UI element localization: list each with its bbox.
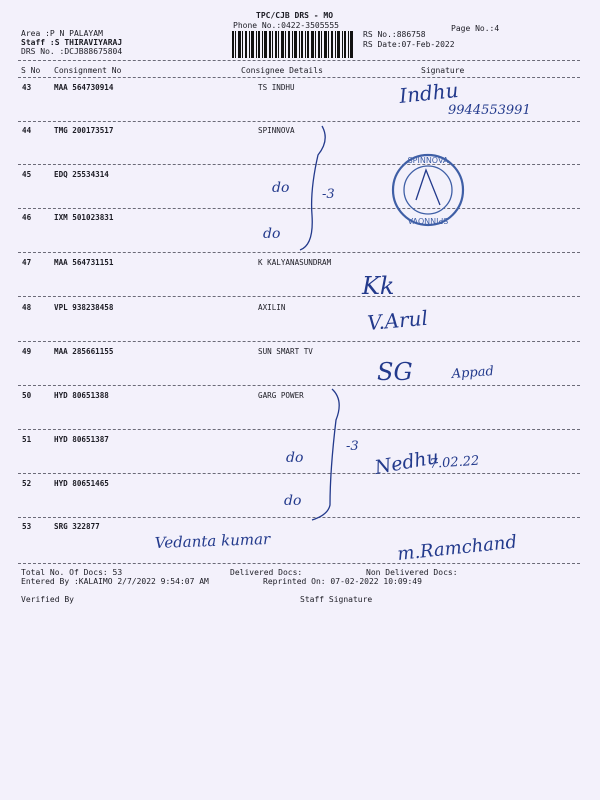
non-delivered-docs: Non Delivered Docs: bbox=[366, 568, 458, 577]
row-separator bbox=[18, 296, 580, 297]
row-49-consignee: SUN SMART TV bbox=[258, 347, 313, 356]
row-50-consignee: GARG POWER bbox=[258, 391, 304, 400]
row-separator bbox=[18, 208, 580, 209]
ditto-bracket-line bbox=[300, 126, 325, 250]
header-bottom-rule bbox=[18, 77, 580, 78]
row-51-consignment: HYD 80651387 bbox=[54, 435, 109, 444]
area-label: Area :P N PALAYAM bbox=[21, 29, 103, 38]
row-44-sno: 44 bbox=[22, 126, 32, 135]
stamp-text-top: SPINNOVA bbox=[407, 156, 449, 165]
drs-number: DRS No. :DCJB88675804 bbox=[21, 47, 123, 56]
row-46-sno: 46 bbox=[22, 213, 32, 222]
reprinted-on: Reprinted On: 07-02-2022 10:09:49 bbox=[263, 577, 422, 586]
row-50-sno: 50 bbox=[22, 391, 32, 400]
signature-47: Kk bbox=[362, 272, 395, 300]
row-separator bbox=[18, 473, 580, 474]
row-43-consignment: MAA 564730914 bbox=[54, 83, 114, 92]
signature-51-date: 7.02.22 bbox=[429, 453, 480, 472]
row-49-sno: 49 bbox=[22, 347, 32, 356]
rs-number: RS No.:886758 bbox=[363, 30, 426, 39]
col-header-sno: S No bbox=[21, 66, 41, 75]
entered-by: Entered By :KALAIMO 2/7/2022 9:54:07 AM bbox=[21, 577, 209, 586]
row-53-consignment: SRG 322877 bbox=[54, 522, 100, 531]
verified-by: Verified By bbox=[21, 595, 74, 604]
signature-49: SG bbox=[377, 358, 413, 386]
row-47-sno: 47 bbox=[22, 258, 32, 267]
row-separator bbox=[18, 517, 580, 518]
signature-51: Nedhu bbox=[373, 446, 441, 479]
row-48-sno: 48 bbox=[22, 303, 32, 312]
rs-date: RS Date:07-Feb-2022 bbox=[363, 40, 455, 49]
ditto-46: do bbox=[263, 226, 281, 242]
row-52-consignment: HYD 80651465 bbox=[54, 479, 109, 488]
row-separator bbox=[18, 252, 580, 253]
table-bottom-rule bbox=[18, 563, 580, 564]
row-47-consignee: K KALYANASUNDRAM bbox=[258, 258, 332, 267]
col-header-consignment: Consignment No bbox=[54, 66, 122, 75]
stamp-signature-stroke bbox=[416, 170, 440, 205]
staff-label: Staff :S THIRAVIYARAJ bbox=[21, 38, 123, 47]
row-separator bbox=[18, 429, 580, 430]
ditto-51-mark: -3 bbox=[346, 439, 359, 454]
signature-49-note: Appad bbox=[451, 364, 495, 382]
stamp-text-bottom: SPINNOVA bbox=[407, 216, 449, 225]
row-49-consignment: MAA 285661155 bbox=[54, 347, 114, 356]
phone-number: Phone No.:0422-3505555 bbox=[233, 21, 339, 30]
row-51-sno: 51 bbox=[22, 435, 32, 444]
ditto-52: do bbox=[284, 493, 302, 509]
ditto-51: do bbox=[286, 450, 304, 466]
delivered-docs: Delivered Docs: bbox=[230, 568, 303, 577]
col-header-signature: Signature bbox=[421, 66, 465, 75]
row-53-sno: 53 bbox=[22, 522, 32, 531]
signature-53: m.Ramchand bbox=[396, 531, 518, 565]
signature-43: Indhu bbox=[398, 77, 460, 108]
row-43-consignee: TS INDHU bbox=[258, 83, 295, 92]
row-50-consignment: HYD 80651388 bbox=[54, 391, 109, 400]
row-separator bbox=[18, 341, 580, 342]
row-45-sno: 45 bbox=[22, 170, 32, 179]
row-43-sno: 43 bbox=[22, 83, 32, 92]
signature-48: V.Arul bbox=[366, 305, 429, 335]
row-47-consignment: MAA 564731151 bbox=[54, 258, 114, 267]
row-separator bbox=[18, 385, 580, 386]
barcode-image bbox=[232, 31, 354, 58]
page-number: Page No.:4 bbox=[451, 24, 500, 33]
row-44-consignee: SPINNOVA bbox=[258, 126, 295, 135]
report-title: TPC/CJB DRS - MO bbox=[256, 11, 334, 20]
company-stamp bbox=[393, 155, 463, 225]
col-header-consignee: Consignee Details bbox=[241, 66, 323, 75]
total-docs: Total No. Of Docs: 53 bbox=[21, 568, 123, 577]
ditto-bracket-line bbox=[312, 389, 339, 520]
signature-53-name: Vedanta kumar bbox=[154, 529, 271, 552]
signature-43-phone: 9944553991 bbox=[448, 103, 531, 118]
ditto-45: do bbox=[272, 180, 290, 196]
row-separator bbox=[18, 164, 580, 165]
row-44-consignment: TMG 200173517 bbox=[54, 126, 114, 135]
staff-signature-label: Staff Signature bbox=[300, 595, 373, 604]
ditto-45-mark: -3 bbox=[322, 187, 335, 202]
row-46-consignment: IXM 501023831 bbox=[54, 213, 114, 222]
row-52-sno: 52 bbox=[22, 479, 32, 488]
row-48-consignment: VPL 938238458 bbox=[54, 303, 114, 312]
row-separator bbox=[18, 121, 580, 122]
row-45-consignment: EDQ 25534314 bbox=[54, 170, 109, 179]
row-48-consignee: AXILIN bbox=[258, 303, 286, 312]
header-top-rule bbox=[18, 60, 580, 61]
